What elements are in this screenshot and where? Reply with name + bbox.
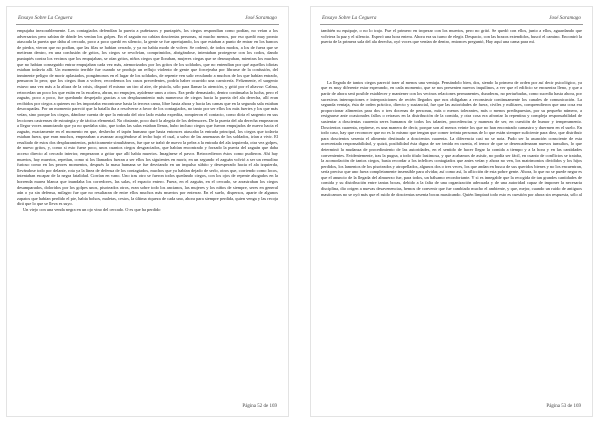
right-page xyxy=(310,6,593,417)
section-break xyxy=(321,45,582,80)
paragraph: Un viejo con una venda negra en un ojo vino del cercado. O es que ha perdido xyxy=(23,207,161,212)
paragraph: La llegada de tantos ciegos pareció traer al menos una ventaja. Pensándolo bien, dos, siendo la primera de orden por así decir psicológico, ya que es muy diferente estar esperando, en cada momento, que se nos presenten nuevos inquilinos, a ver que el edificio se encuentra lleno, y que a partir de ahora será posible establecer y mantener con los vecinos relaciones permanentes, duraderas, no perturbadas, como sucedía hasta ahora, por sucesivas interrupciones e interposiciones de recién llegados que nos obligaban a reconstruir continuamente los canales de comunicación. La segunda ventaja, ésta de orden práctico, directo y sustancial, fue que las autoridades de fuera, civiles y militares, comprendieron que una cosa era proporcionar alimentos para dos o tres docenas de personas, más o menos tolerantes, más o menos predispuestas, por su pequeño número, a resignarse ante ocasionales fallos o retrasos en la distribución de la comida, y otra cosa era afrontar la repentina y compleja responsabilidad de sustentar a doscientas cuarenta seres humanos de todos los talantes, procedencias y maneras de ser, en cuestión de humor y temperamento. Doscientos cuarenta, repárese, es una manera de decir, porque son al menos veinte los que no han encontrado camastro y duermen en el suelo. En todo caso, hay que reconocer que no es lo mismo que tengan que comer treinta personas de lo que están siempre suficiente para diez, que distribuir para doscientos sesenta el alimento destinado a doscientos cuarenta. La diferencia casi no se nota. Pudo ser la asunción consciente de esta acrecentada responsabilidad, y quizá, posibilidad ésta digna de ser tenida en cuenta, el temor de que se desencadenaran nuevos tumultos, lo que determinó la mudanza de procedimiento de las autoridades, en el sentido de hacer llegar la comida a tiempo y a la hora y en las cantidades convenientes. Evidentemente, tras la pugna, a todo título lastimosa, y que acabamos de asistir, no podía ser fácil, en cuanto de conflictos se trataba, la acomodación de tantos ciegos, basta recordar a los infelices contagiados que antes veían y ahora no ven, los matrimonios divididos y los hijos perdidos, los lamentos de los pisoteados y atropellados, algunos dos o tres veces, los que andan en busca de sus queridos bienes y no los encuentran, sería preciso que uno fuera completamente insensible para olvidar, así como así, la aflicción de esta pobre gente. Ahora, lo que no se puede negar es que el anuncio de la llegada del almuerzo fue, para todos, un bálsamo reconfortante. Y si es innegable que la recogida de tan grandes cantidades de comida y su distribución entre tantas bocas, debido a la falta de una organización adecuada y de una autoridad capaz de imponer la necesaria disciplina, dio origen a nuevas desavenencias, hemos de convenir que fue cambiado mucho el ambiente, y que, mejor, cuando un ruido de antiguos masticamos no se oyó más que el ruido de doscientas sesenta bocas masticando. Quién limpiará todo esto es cuestión por ahora sin respuesta, sólo al xyxy=(321,79,582,197)
author-name: José Saramago xyxy=(549,15,581,21)
page-number: Página 53 de 169 xyxy=(546,404,581,409)
page-body xyxy=(17,28,278,396)
author-name: José Saramago xyxy=(245,15,277,21)
book-title: Ensayo Sobre La Ceguera xyxy=(18,15,73,21)
paragraph: empujaba inexorablemente. Los contagiados defendían la puerta a puñetazos y puntapiés, los ciegos respondían como podían, no veían a los adversarios pero sabían de dónde les venían los golpes. En el zaguán no cabían doscientas personas, ni mucho menos, por eso quedó muy pronto atascada la puerta que daba al cercado, poco a poco quedó en silencio, la gente se fue apretujando, los que estaban a punto de entrar en los bancos de piedra, vieron que no podían, que las filas se habían cerrado, y ya no había modo de volver. Se ordenó, de todos modos, a los de fuera que se metieran dentro, en una confusión de gritos, los ciegos se revolvían, comprimidos, abrigándose, intentaban protegerse con los codos, dando puntapiés contra los vecinos que los empujaban, se oían gritos, niños ciegos que lloraban, mujeres ciegas que se desmayaban, mientras los muchos que no habían conseguido entrar empujaban cada vez más, atemorizados por los gritos de los soldados, que no entendían por qué aquellos idiotas estaban todavía allí. Un momento terrible fue cuando se produjo un reflujo violento de gente que forcejeaba por librarse de la confusión, del inminente peligro de morir aplastados, pongámonos en el lugar de los soldados, de repente ven salir reculando a muchos de los que habían entrado, pensaron lo peor, que los ciegos iban a volver, recordemos los casos precedentes, podría haber ocurrido una carnicería. Felizmente, el sargento estuvo una vez más a la altura de la crisis, disparó él mismo un tiro al aire, de pistola, sólo para llamar la atención, y gritó por el altavoz: Calma, retrocedan un poco los que están en la escalera, abran, no empujen, ayúdense unos a otros. Era pedir demasiado, dentro continuaba la lucha, pero el zaguán, poco a poco, fue quedando despejado gracias a un desplazamiento más numeroso de ciegos hacia la puerta del ala derecha, allí eran recibidos por ciegos a quienes no les importaba encontrarse hasta la tercera cama, libre hasta ahora y hacia las camas que en la segunda sala estaban desocupadas. Por un momento pareció que la batalla iba a resolverse a favor de los contagiados, no tanto por ser ellos los más fuertes y los que más veían, sino porque los ciegos, dándose cuenta de que la entrada del otro lado estaba expedita, rompieron el contacto, como diría el sargento en sus lecciones castrenses de estrategia y de táctica elemental. No obstante, poco duró la alegría de los defensores. De la puerta del ala derecha empezaron a llegar voces anunciando que ya no quedaba sitio, que todas las salas estaban llenas, hubo incluso ciegos que fueron empujados de nuevo hacia el zaguán, exactamente en el momento en que, deshecho el tapón humano que hasta entonces atascaba la entrada principal, los ciegos que todavía estaban fuera, que eran muchos, empezaban a avanzar acogiéndose al techo bajo el cual, a salvo de las amenazas de los soldados, irían a vivir. El resultado de estos dos desplazamientos, prácticamente simultáneos, fue que se trabó de nuevo la pelea a la entrada del ala izquierda, otra vez golpes, de nuevo gritos, y, como si esto fuese poco, unos cuantos ciegos desgraciados, que habían encontrado y forzado la puerta del zaguán que daba acceso directo al cercado interior, empezaron a gritar que allí había muertos. Imagínese el pavor. Retrocedieron éstos como pudieron. Ahí hay muertos, hay muertos, repetían, como si los llamados fueran a ser ellos los siguientes en morir, en un segundo el zaguán volvió a ser un remolino furioso como en los peores momentos, después la masa humana se fue desviando en un impulso súbito y desesperado hacia el ala izquierda, llevándose todo por delante, rota ya la línea de defensa de los contagiados, muchos que ya habían dejado de serlo, otros que, corriendo como locos, intentaban escapar de la negra fatalidad. Corrían en vano. Uno tras otro se fueron todos quedando ciegos, con los ojos de repente ahogados en la horrenda marea blanca que inundaba los corredores, las salas, el espacio entero. Fuera, en el zaguán, en el cercado, se arrastraban los ciegos desamparados, doloridos por los golpes unos, pisoteados otros, eran sobre todo los ancianos, las mujeres y los niños de siempre, seres en general aún o ya sin defensa, milagro fue que no resultaran de entre ellos muchos más muertos por enterrar. En el suelo, dispersos, aparte de algunos zapatos que habían perdido el pie, había bolsos, maletas, cestos, la última riqueza de cada uno, ahora para siempre perdida, quien venga y las recoja dirá que lo que se lleva es suyo. xyxy=(17,28,278,207)
page-number: Página 52 de 169 xyxy=(242,404,277,409)
book-title: Ensayo Sobre La Ceguera xyxy=(322,15,377,21)
left-page xyxy=(6,6,289,417)
page-header xyxy=(320,14,583,25)
page-header xyxy=(16,14,279,25)
page-body xyxy=(321,28,582,396)
paragraph: también su equipaje, o no lo trajo. Fue el primero en tropezar con los muertos, pero no gritó. Se quedó con ellos, junto a ellos, aguardando que volviera la paz y el silencio. Esperó una hora entera. Ahora era su turno de elegir. Despacio, con las brazos extendidos, buscó el camino. Encontró la puerta de la primera sala del ala derecha, oyó voces que venían de dentro, entonces preguntó, Hay aquí una cama para mí. xyxy=(321,28,582,45)
